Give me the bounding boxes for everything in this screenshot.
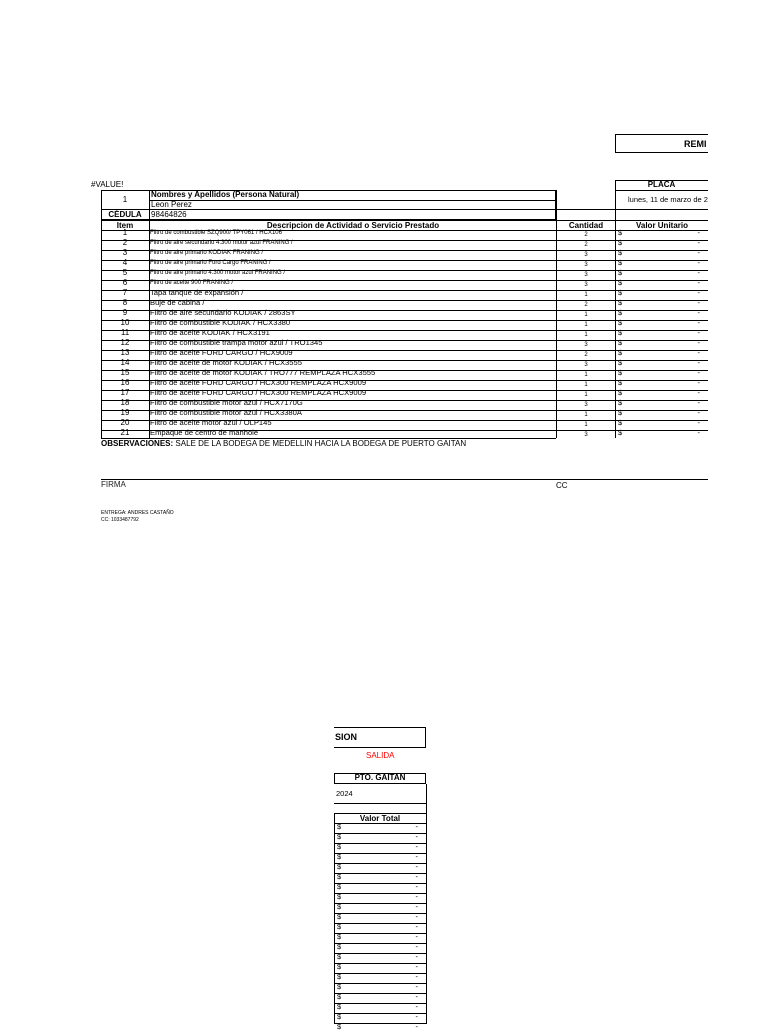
- row-description: Buje de cabina /: [150, 298, 205, 307]
- value-error: #VALUE!: [91, 180, 124, 189]
- row-description: Filtro de aceite motor azul / OLP145: [150, 418, 272, 427]
- row-description: Filtro de aceite FORD CARGO / HCX9009: [150, 348, 293, 357]
- total-currency: $: [337, 912, 342, 921]
- row-item: 21: [120, 428, 130, 437]
- row-item: 3: [122, 248, 128, 257]
- row-item: 18: [120, 398, 130, 407]
- total-value: -: [415, 1022, 418, 1031]
- firma-label: FIRMA: [101, 480, 126, 489]
- total-currency: $: [337, 932, 342, 941]
- total-value: -: [415, 922, 418, 931]
- row-item: 11: [120, 328, 130, 337]
- year-text: 2024: [336, 789, 353, 798]
- total-currency: $: [337, 1002, 342, 1011]
- row-unit-value: -: [697, 428, 700, 437]
- row-unit-value: -: [697, 278, 700, 287]
- row-currency: $: [618, 248, 623, 257]
- total-currency: $: [337, 922, 342, 931]
- row-description: Filtro de aceite FORD CARGO / HCX300 REMPLAZA HCX9009: [150, 388, 367, 397]
- name-value: Leon Perez: [151, 200, 192, 209]
- cedula-value: 98464826: [151, 210, 187, 219]
- row-unit-value: -: [697, 368, 700, 377]
- row-item: 15: [120, 368, 130, 377]
- row-currency: $: [618, 318, 623, 327]
- total-value: -: [415, 932, 418, 941]
- row-item: 8: [122, 298, 128, 307]
- row-currency: $: [618, 408, 623, 417]
- row-description: Tapa tanque de expansión /: [150, 288, 244, 297]
- total-currency: $: [337, 852, 342, 861]
- total-value: -: [415, 862, 418, 871]
- total-value: -: [415, 1002, 418, 1011]
- total-currency: $: [337, 982, 342, 991]
- row-description: Filtro de aceite KODIAK / HCX3191: [150, 328, 270, 337]
- row-quantity: 1: [584, 422, 588, 428]
- total-value: -: [415, 912, 418, 921]
- row-quantity: 3: [584, 402, 588, 408]
- date-text: lunes, 11 de marzo de 2: [628, 195, 708, 204]
- total-currency: $: [337, 882, 342, 891]
- row-unit-value: -: [697, 298, 700, 307]
- row-item: 10: [120, 318, 130, 327]
- row-description: Filtro de aceite 900 FRANING /: [150, 280, 234, 286]
- row-quantity: 1: [584, 312, 588, 318]
- row-currency: $: [618, 298, 623, 307]
- total-row: [334, 1023, 426, 1034]
- row-quantity: 3: [584, 362, 588, 368]
- header-quantity: Cantidad: [568, 221, 604, 230]
- row-unit-value: -: [697, 398, 700, 407]
- row-currency: $: [618, 268, 623, 277]
- header-unit-value: Valor Unitario: [635, 221, 688, 230]
- row-currency: $: [618, 378, 623, 387]
- row-description: Filtro de aceite de motor KODIAK / HCX3555: [150, 358, 302, 367]
- row-description: Filtro de aire primario Ford Cargo FRANING /: [150, 260, 271, 266]
- row-item: 20: [120, 418, 130, 427]
- total-currency: $: [337, 842, 342, 851]
- row-item: 5: [122, 268, 128, 277]
- total-value: -: [415, 1012, 418, 1021]
- row-unit-value: -: [697, 248, 700, 257]
- total-value: -: [415, 882, 418, 891]
- row-item: 9: [122, 308, 128, 317]
- row-currency: $: [618, 348, 623, 357]
- row-item: 14: [120, 358, 130, 367]
- row-item: 4: [122, 258, 128, 267]
- total-currency: $: [337, 942, 342, 951]
- place-label: PTO. GAITAN: [354, 773, 406, 782]
- total-value: -: [415, 942, 418, 951]
- total-value: -: [415, 822, 418, 831]
- total-value: -: [415, 872, 418, 881]
- row-description: Filtro de combustible motor azul / HCX7170G: [150, 398, 303, 407]
- total-currency: $: [337, 872, 342, 881]
- row-currency: $: [618, 418, 623, 427]
- cedula-label: CÉDULA: [108, 210, 142, 219]
- header-description: Descripcion de Actividad o Servicio Prestado: [266, 221, 440, 230]
- row-quantity: 1: [584, 372, 588, 378]
- row-quantity: 2: [584, 242, 588, 248]
- row-quantity: 1: [584, 332, 588, 338]
- total-value: -: [415, 972, 418, 981]
- row-currency: $: [618, 278, 623, 287]
- row-description: Filtro de combustible motor azul / HCX3380A: [150, 408, 302, 417]
- row-description: Filtro de combustible trampa motor azul / TRO1345: [150, 338, 323, 347]
- row-quantity: 1: [584, 392, 588, 398]
- observations-text: SALE DE LA BODEGA DE MEDELLIN HACIA LA BODEGA DE PUERTO GAITAN: [175, 439, 467, 448]
- row-description: Filtro de aceite de motor KODIAK / TRO777 REMPLAZA HCX3555: [150, 368, 376, 377]
- total-value: -: [415, 842, 418, 851]
- total-value: -: [415, 962, 418, 971]
- row-unit-value: -: [697, 258, 700, 267]
- row-quantity: 1: [584, 412, 588, 418]
- total-value: -: [415, 852, 418, 861]
- total-header: Valor Total: [359, 814, 401, 823]
- cc-number: CC: 1033487792: [101, 517, 139, 523]
- row-item: 2: [122, 238, 128, 247]
- total-value: -: [415, 952, 418, 961]
- row-currency: $: [618, 358, 623, 367]
- total-currency: $: [337, 862, 342, 871]
- row-description: Filtro de aceite FORD CARGO / HCX300 REMPLAZA HCX9009: [150, 378, 367, 387]
- salida-label: SALIDA: [366, 751, 395, 760]
- observations: [101, 439, 466, 448]
- row-quantity: 1: [584, 322, 588, 328]
- row-currency: $: [618, 288, 623, 297]
- total-value: -: [415, 982, 418, 991]
- row-quantity: 3: [584, 342, 588, 348]
- total-value: -: [415, 902, 418, 911]
- total-currency: $: [337, 992, 342, 1001]
- row-item: 16: [120, 378, 130, 387]
- row-currency: $: [618, 368, 623, 377]
- name-label: Nombres y Apellidos (Persona Natural): [151, 190, 300, 199]
- row-currency: $: [618, 308, 623, 317]
- row-unit-value: -: [697, 268, 700, 277]
- total-currency: $: [337, 952, 342, 961]
- row-quantity: 2: [584, 352, 588, 358]
- entrega-text: ENTREGA: ANDRES CASTAÑO: [101, 510, 174, 516]
- total-currency: $: [337, 972, 342, 981]
- row-unit-value: -: [697, 348, 700, 357]
- total-currency: $: [337, 1022, 342, 1031]
- total-currency: $: [337, 892, 342, 901]
- row-item: 7: [122, 288, 128, 297]
- row-description: Filtro de aire secundario KODIAK / 2863SY: [150, 308, 296, 317]
- row-quantity: 1: [584, 382, 588, 388]
- row-item: 6: [122, 278, 128, 287]
- placa-label: PLACA: [647, 180, 676, 189]
- row-unit-value: -: [697, 288, 700, 297]
- page2-title: SION: [335, 732, 358, 742]
- row-quantity: 3: [584, 282, 588, 288]
- row-description: Filtro de aire primario 4.300 motor azul FRANING /: [150, 270, 286, 276]
- total-currency: $: [337, 1012, 342, 1021]
- row-quantity: 2: [584, 302, 588, 308]
- row-item: 13: [120, 348, 130, 357]
- row-unit-value: -: [697, 408, 700, 417]
- row-quantity: 2: [584, 232, 588, 238]
- row-unit-value: -: [697, 358, 700, 367]
- row-quantity: 3: [584, 272, 588, 278]
- total-value: -: [415, 832, 418, 841]
- row-item: 1: [122, 228, 128, 237]
- row-quantity: 3: [584, 432, 588, 438]
- row-quantity: 1: [584, 292, 588, 298]
- total-value: -: [415, 892, 418, 901]
- header-item: Item: [116, 221, 134, 230]
- row-unit-value: -: [697, 378, 700, 387]
- row-item: 12: [120, 338, 130, 347]
- total-currency: $: [337, 832, 342, 841]
- row-description: Filtro de aire secundario 4.300 motor azul FRANING /: [150, 240, 293, 246]
- row-unit-value: -: [697, 388, 700, 397]
- row-currency: $: [618, 258, 623, 267]
- row-unit-value: -: [697, 308, 700, 317]
- row-description: Empaque de centro de manhole: [150, 428, 259, 437]
- row-unit-value: -: [697, 318, 700, 327]
- row-description: Filtro de combustible KODIAK / HCX3380: [150, 318, 291, 327]
- row-currency: $: [618, 428, 623, 437]
- row-description: Filtro de combustible SZQ900/ TPY061 / HCX106: [150, 230, 282, 236]
- total-currency: $: [337, 902, 342, 911]
- row-unit-value: -: [697, 338, 700, 347]
- row-currency: $: [618, 388, 623, 397]
- items-table: [101, 220, 708, 438]
- row-quantity: 3: [584, 252, 588, 258]
- cc-label: CC: [556, 481, 568, 490]
- row-item: 19: [120, 408, 130, 417]
- row-description: Filtro de aire primario KODIAK FRANING /: [150, 250, 264, 256]
- row-unit-value: -: [697, 228, 700, 237]
- row-item: 17: [120, 388, 130, 397]
- row-currency: $: [618, 398, 623, 407]
- document-title: REMI: [684, 139, 707, 149]
- total-currency: $: [337, 962, 342, 971]
- total-currency: $: [337, 822, 342, 831]
- row-currency: $: [618, 338, 623, 347]
- row-unit-value: -: [697, 418, 700, 427]
- row-quantity: 3: [584, 262, 588, 268]
- row-currency: $: [618, 228, 623, 237]
- row-unit-value: -: [697, 238, 700, 247]
- person-row-number: 1: [122, 195, 128, 204]
- row-currency: $: [618, 328, 623, 337]
- observations-label: OBSERVACIONES:: [101, 439, 174, 448]
- row-unit-value: -: [697, 328, 700, 337]
- total-value: -: [415, 992, 418, 1001]
- row-currency: $: [618, 238, 623, 247]
